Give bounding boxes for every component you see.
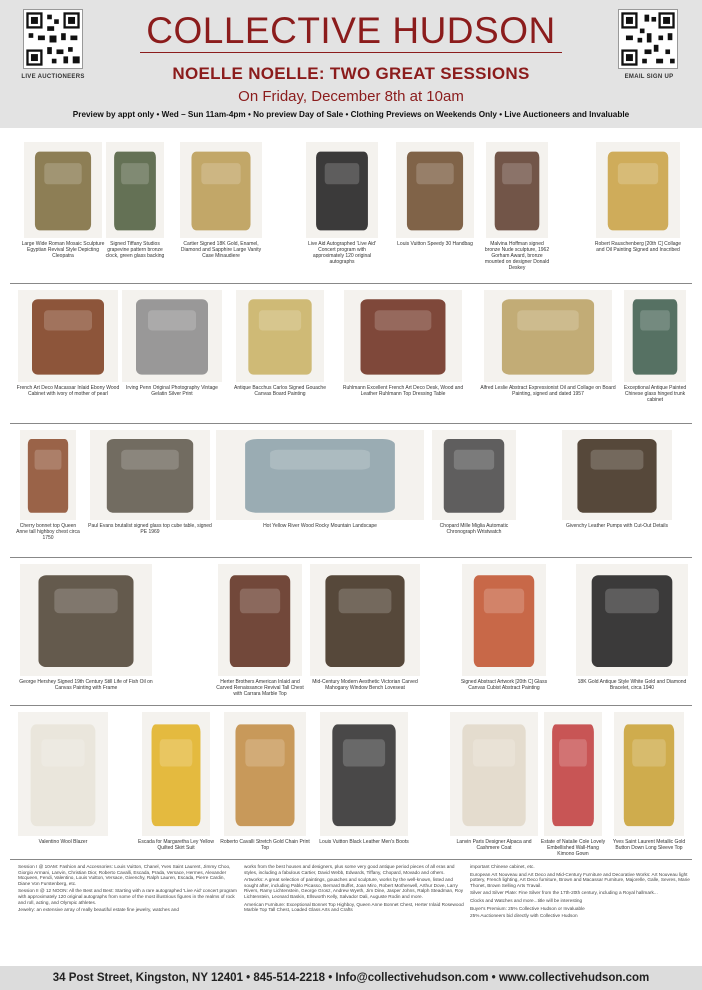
lot-caption: Herter Brothers American Inlaid and Carved Renaissance Revival Tall Chest with Carrara Marble Top [216, 679, 304, 697]
lot-photo [544, 712, 602, 836]
qr-icon [619, 10, 677, 68]
lot-row [10, 136, 692, 284]
lot-item[interactable] [624, 290, 686, 422]
lot-item[interactable] [432, 430, 516, 556]
lot-caption: Robert Rauschenberg [20th C] Collage and Oil Painting Signed and Inscribed [594, 241, 682, 253]
auction-date: On Friday, December 8th at 10am [238, 88, 464, 105]
lot-caption: Live Aid Autographed 'Live Aid' Concert program with approximately 120 original autographs [307, 241, 377, 265]
lot-photo [224, 712, 306, 836]
lot-item[interactable] [344, 290, 462, 422]
lot-item[interactable] [396, 142, 474, 282]
qr-right-label: EMAIL SIGN UP [624, 74, 674, 80]
buyers-premium-text-2: 25% Auctioneers bid directly with Collective Hudson [470, 913, 578, 919]
jewelry-continued-text: works from the best houses and designers, plus some very good antique period pieces of all eras and styles, including a fabulous Cartier, David Webb, Edwards, Tiffany, Chopard, Movado and others. [244, 864, 455, 875]
lot-photo [344, 290, 462, 382]
lot-caption: Alfred Leslie Abstract Expressionist Oil and Collage on Board Painting, signed and dated 1957 [480, 385, 616, 397]
lot-caption: 18K Gold Antique Style White Gold and Diamond Bracelet, circa 1940 [577, 679, 687, 691]
lot-photo [432, 430, 516, 520]
lot-photo [20, 430, 76, 520]
lot-caption: Louis Vuitton Black Leather Men's Boots [319, 839, 409, 845]
lot-caption: Yves Saint Laurent Metallic Gold Button Down Long Sleeve Top [612, 839, 686, 851]
lot-photo [320, 712, 408, 836]
lot-item[interactable] [576, 564, 688, 704]
lot-item[interactable] [16, 430, 80, 556]
lot-photo [236, 290, 324, 382]
lot-caption: Chopard Mille Miglia Automatic Chronograph Wristwatch [439, 523, 509, 535]
buyers-premium-text: Buyer's Premium: 25% Collective Hudson or Invaluable [470, 905, 585, 911]
lot-item[interactable] [450, 712, 538, 858]
lot-photo [18, 290, 118, 382]
lot-item[interactable] [21, 142, 105, 282]
lot-caption: Escada for Margaretha Ley Yellow Quilted Skirt Suit [138, 839, 214, 851]
lot-row [10, 284, 692, 424]
lot-item[interactable] [320, 712, 408, 858]
lot-caption: Malvina Hoffman signed bronze Nude sculpture, 1962 Gorham Award, bronze mounted on designer Donald Deskey [484, 241, 550, 271]
qr-left-label: LIVE AUCTIONEERS [21, 74, 85, 80]
lot-photo [18, 712, 108, 836]
lot-item[interactable] [614, 712, 684, 858]
session-two-text: Session II @ 12 NOON: All the Best and Best: Starting with a rare autographed 'Live Aid' concert program with approximately 120 original autographs from some of the most illustrious figures in the realms of rock and roll, acting, and Olympic athletes. [18, 888, 237, 905]
lot-photo [216, 430, 424, 520]
auction-title: NOELLE NOELLE: TWO GREAT SESSIONS [172, 64, 530, 83]
lot-photo [306, 142, 378, 238]
text-column-2 [244, 864, 464, 915]
lot-item[interactable] [462, 564, 546, 704]
lot-caption: George Hershey Signed 19th Century Still Life of Fish Oil on Canvas Painting with Frame [19, 679, 153, 691]
lot-photo [90, 430, 210, 520]
lot-photo [614, 712, 684, 836]
lot-item[interactable] [18, 290, 118, 422]
description-text [18, 864, 690, 964]
lot-photo [486, 142, 548, 238]
lot-photo [24, 142, 102, 238]
lot-caption: Cartier Signed 18K Gold, Enamel, Diamond and Sapphire Large Vanity Case Minaudiere [180, 241, 262, 259]
lot-caption: Valentino Wool Blazer [38, 839, 88, 845]
lot-caption: Roberto Cavalli Stretch Gold Chain Print Top [220, 839, 310, 851]
lot-photo [310, 564, 420, 676]
footer-contact: 34 Post Street, Kingston, NY 12401 • 845-514-2218 • Info@collectivehudson.com • www.collectivehudson.com [0, 966, 702, 990]
lot-caption: Lanvin Paris Designer Alpaca and Cashmere Coat [456, 839, 532, 851]
artworks-text: Artworks: A great selection of paintings, gouaches and sculpture, works by the well-known, listed and sought after, including Pablo Picasso, Bernard Buffet, Joan Miro, Robert Motherwell, Arthur Dove, Larry Rivers, Ramy Lichtenstein, George Grosz, Andrew Wyeth, Jim Dine, Jasper Johns, Ralph Steadman, Roy Lichtenstein, Leonard Baskin, Ellsworth Kelly, Salvador Dali, Auguste Rodin and more. [244, 877, 464, 899]
lot-photo [142, 712, 210, 836]
lot-caption: Hot Yellow River Wood Rocky Mountain Landscape [263, 523, 377, 529]
lot-caption: Exceptional Antique Painted Chinese glass hinged trunk cabinet [623, 385, 687, 403]
lot-photo [562, 430, 672, 520]
lot-item[interactable] [486, 142, 548, 282]
lot-photo [450, 712, 538, 836]
lot-item[interactable] [310, 564, 420, 704]
lot-item[interactable] [20, 564, 152, 704]
lot-photo [484, 290, 612, 382]
lot-caption: French Art Deco Macassar Inlaid Ebony Wood Cabinet with ivory of mother of pearl [16, 385, 120, 397]
lot-item[interactable] [540, 712, 606, 858]
lot-caption: Ruhlmann Excellent French Art Deco Desk, Wood and Leather Ruhlmann Top Dressing Table [342, 385, 464, 397]
preview-info: Preview by appt only • Wed – Sun 11am-4pm • No preview Day of Sale • Clothing Previews on Weekends Only • Live Auctioneers and Invaluable [72, 110, 630, 119]
lot-caption: Cherry bonnet top Queen Anne tall highboy chest circa 1750 [16, 523, 80, 541]
lot-item[interactable] [306, 142, 378, 282]
lot-item[interactable] [106, 142, 164, 282]
lot-caption: Mid-Century Modern Aesthetic Victorian Carved Mahogany Window Bench Loveseat [312, 679, 418, 691]
lot-item[interactable] [596, 142, 680, 282]
lot-item[interactable] [122, 290, 222, 422]
lot-photo [576, 564, 688, 676]
lot-photo [122, 290, 222, 382]
lot-item[interactable] [90, 430, 210, 556]
lot-item[interactable] [18, 712, 108, 858]
lot-item[interactable] [233, 290, 326, 422]
lot-photo [180, 142, 262, 238]
brand-logo-text: COLLECTIVE HUDSON [140, 10, 562, 53]
lot-caption: Givenchy Leather Pumps with Cut-Out Details [566, 523, 668, 529]
jewelry-text: Jewelry: an extensive array of really beautiful estate fine jewelry, watches and [18, 907, 179, 913]
text-column-3 [470, 864, 690, 921]
lot-caption: Louis Vuitton Speedy 30 Handbag [397, 241, 473, 247]
text-column-1 [18, 864, 238, 915]
qr-code-email-signup[interactable] [618, 9, 678, 69]
lot-caption: Signed Tiffany Studios grapevine pattern bronze clock, green glass backing [105, 241, 165, 259]
lot-item[interactable] [216, 430, 424, 556]
lot-caption: Signed Abstract Artwork [20th C] Glass Canvas Cubist Abstract Painting [460, 679, 548, 691]
silver-text: Silver and Silver Plate: Fine Silver from the 17th-20th century, including a Royal hallmark... [470, 890, 658, 896]
header [0, 0, 702, 128]
american-furniture-text: American Furniture: Exceptional Bonnet Top Highboy, Queen Anne Bonnet Chest, Herter Inlaid Rosewood Marble Top Tall Chest, Loaded Glass Arts and Crafts [244, 901, 464, 913]
lot-photo [624, 290, 686, 382]
lot-caption: Paul Evans brutalist signed glass top cube table, signed PE 1969 [88, 523, 212, 535]
lot-photo [20, 564, 152, 676]
european-furniture-text: European Art Nouveau and Art Deco and Mid-Century Furniture and Decorative Works: Art Nouveau light pottery, French lighting, Art Deco furniture, Brown and Macassar Furniture, Majorelle, Galle, Sevres, Marie Thonet, Brown Selling Arts Travail. [470, 871, 690, 888]
lot-photo [218, 564, 302, 676]
qr-code-live-auctioneers[interactable] [23, 9, 83, 69]
lot-caption: Large Wide Roman Mosaic Sculpture Egyptian Revival Style Depicting Cleopatra [21, 241, 105, 259]
lot-photo [106, 142, 164, 238]
lot-item[interactable] [220, 712, 310, 858]
lot-item[interactable] [562, 430, 672, 556]
lot-row [10, 706, 692, 860]
session-one-text: Session I @ 10AM: Fashion and Accessories: Louis Vuitton, Chanel, Yves Saint Laurent, Jimmy Choo, Giorgio Armani, Lanvin, Christian Dior, Roberto Cavalli, Escada, Prada, Versace, Hermes, Alexander Mcqueen, Fendi, Valentino, Louis Vuitton, Versace, Givenchy, Ralph Lauren, Escada, Pierre Cardin, Diane Von Furstenberg, etc. [18, 864, 231, 886]
qr-icon [24, 10, 82, 68]
lot-row [10, 558, 692, 706]
lot-item[interactable] [138, 712, 214, 858]
lot-item[interactable] [218, 564, 302, 704]
lot-item[interactable] [480, 290, 616, 422]
lot-photo [396, 142, 474, 238]
lot-caption: Antique Bacchus Carlos Signed Gouache Canvas Board Painting [233, 385, 326, 397]
clocks-text: Clocks and Watches and more...title will be interesting [470, 897, 583, 903]
chinese-cabinet-text: important Chinese cabinet, etc. [470, 864, 535, 869]
lot-caption: Irving Penn Original Photography Vintage Gelatin Silver Print [126, 385, 218, 397]
lot-item[interactable] [180, 142, 262, 282]
lot-row [10, 424, 692, 558]
lot-photo [462, 564, 546, 676]
lot-caption: Estate of Natalie Cole Lovely Embellished Wall-Hang Kimono Gown [540, 839, 606, 857]
lot-photo [596, 142, 680, 238]
